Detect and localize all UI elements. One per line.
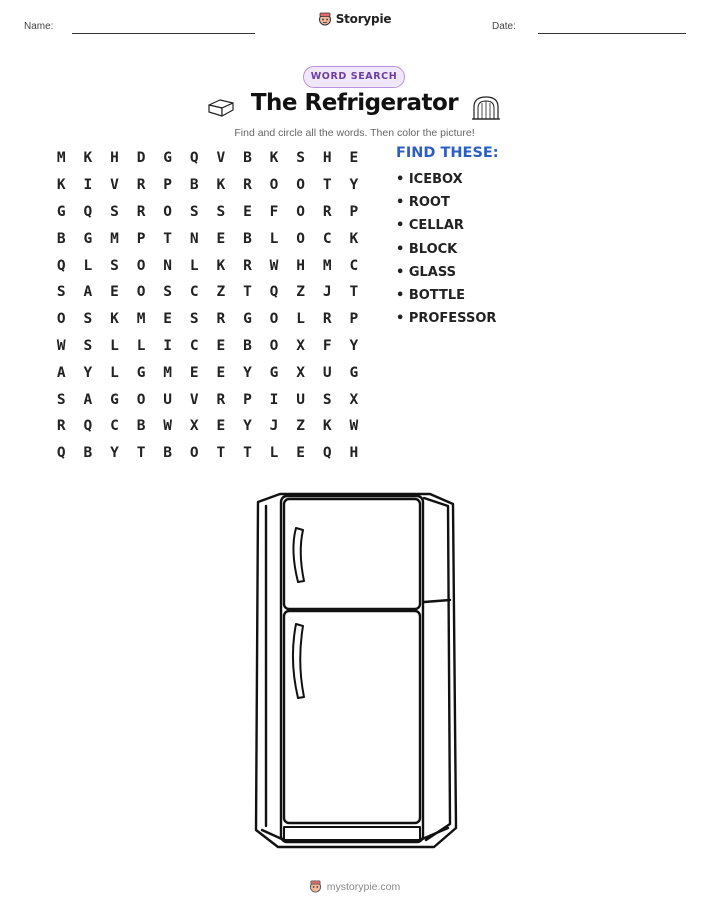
grid-letter[interactable]: R (322, 203, 332, 220)
grid-letter[interactable]: S (110, 257, 119, 274)
grid-letter[interactable]: T (216, 445, 226, 462)
find-these-heading: FIND THESE: (396, 145, 499, 161)
grid-letter[interactable]: H (296, 257, 305, 274)
word-search-badge: WORD SEARCH (303, 66, 405, 88)
grid-row (48, 386, 367, 413)
grid-letter[interactable]: C (322, 230, 332, 247)
grid-letter[interactable]: E (216, 364, 226, 381)
grid-letter[interactable]: O (136, 284, 146, 301)
grid-letter[interactable]: P (349, 311, 359, 328)
grid-letter[interactable]: Y (349, 337, 359, 354)
word-list-item: • ROOT (396, 195, 450, 211)
grid-letter[interactable]: K (216, 177, 226, 194)
grid-letter[interactable]: H (110, 150, 119, 167)
grid-letter[interactable]: X (349, 391, 359, 408)
grid-letter[interactable]: A (83, 284, 93, 301)
grid-letter[interactable]: B (243, 230, 252, 247)
grid-letter[interactable]: K (56, 177, 66, 194)
grid-letter[interactable]: N (163, 257, 173, 274)
grid-letter[interactable]: K (216, 257, 226, 274)
grid-letter[interactable]: Y (83, 364, 93, 381)
grid-letter[interactable]: Q (56, 445, 66, 462)
grid-letter[interactable]: L (189, 257, 199, 274)
grid-letter[interactable]: R (136, 177, 146, 194)
grid-letter[interactable]: A (83, 391, 93, 408)
grid-letter[interactable]: O (269, 177, 279, 194)
grid-letter[interactable]: Y (243, 364, 252, 381)
grid-letter[interactable]: S (83, 311, 93, 328)
grid-letter[interactable]: J (322, 284, 332, 301)
grid-letter[interactable]: H (322, 150, 332, 167)
name-line[interactable] (72, 33, 255, 34)
grid-letter[interactable]: V (216, 150, 226, 167)
grid-letter[interactable]: B (136, 418, 146, 435)
grid-letter[interactable]: C (110, 418, 119, 435)
grid-letter[interactable]: S (322, 391, 332, 408)
grid-letter[interactable]: P (349, 203, 359, 220)
brand-name: Storypie (335, 12, 392, 26)
grid-letter[interactable]: Q (189, 150, 199, 167)
grid-letter[interactable]: T (136, 445, 146, 462)
grid-letter[interactable]: E (189, 364, 199, 381)
grid-row (48, 199, 367, 226)
grid-letter[interactable]: G (269, 364, 279, 381)
grid-letter[interactable]: E (243, 203, 252, 220)
grid-letter[interactable]: X (189, 418, 199, 435)
grid-letter[interactable]: U (322, 364, 332, 381)
grid-letter[interactable]: M (136, 311, 146, 328)
grid-letter[interactable]: A (56, 364, 66, 381)
grid-letter[interactable]: P (243, 391, 252, 408)
grid-letter[interactable]: O (296, 203, 305, 220)
grid-letter[interactable]: Z (216, 284, 226, 301)
grid-row (48, 172, 367, 199)
word-list (396, 170, 496, 332)
storypie-mascot-icon (309, 880, 322, 893)
grid-letter[interactable]: T (349, 284, 359, 301)
grid-letter[interactable]: E (296, 445, 305, 462)
grid-letter[interactable]: B (56, 230, 66, 247)
grid-letter[interactable]: C (189, 284, 199, 301)
grid-letter[interactable]: L (110, 337, 119, 354)
grid-letter[interactable]: O (296, 230, 305, 247)
grid-letter[interactable]: G (56, 203, 66, 220)
grid-letter[interactable]: Q (269, 284, 279, 301)
grid-letter[interactable]: E (110, 284, 119, 301)
grid-letter[interactable]: Q (56, 257, 66, 274)
storypie-mascot-icon (318, 12, 332, 26)
grid-letter[interactable]: P (163, 177, 173, 194)
grid-letter[interactable]: O (269, 337, 279, 354)
grid-letter[interactable]: P (136, 230, 146, 247)
word-list-item: • PROFESSOR (396, 311, 497, 327)
grid-row (48, 252, 367, 279)
grid-letter[interactable]: E (216, 337, 226, 354)
grid-letter[interactable]: B (163, 445, 173, 462)
word-list-item: • BOTTLE (396, 287, 465, 303)
grid-letter[interactable]: G (349, 364, 359, 381)
letter-grid[interactable] (48, 145, 367, 467)
grid-letter[interactable]: E (349, 150, 359, 167)
grid-letter[interactable]: S (189, 311, 199, 328)
grid-letter[interactable]: Q (83, 203, 93, 220)
grid-letter[interactable]: Y (110, 445, 119, 462)
grid-letter[interactable]: E (163, 311, 173, 328)
grid-letter[interactable]: T (243, 445, 252, 462)
grid-letter[interactable]: R (136, 203, 146, 220)
grid-letter[interactable]: K (349, 230, 359, 247)
grid-letter[interactable]: L (83, 257, 93, 274)
grid-letter[interactable]: W (163, 418, 173, 435)
grid-letter[interactable]: V (110, 177, 119, 194)
grid-row (48, 145, 367, 172)
grid-letter[interactable]: S (163, 284, 173, 301)
grid-letter[interactable]: R (216, 391, 226, 408)
grid-letter[interactable]: U (296, 391, 305, 408)
grid-letter[interactable]: Z (296, 284, 305, 301)
grid-letter[interactable]: O (56, 311, 66, 328)
grid-letter[interactable]: K (322, 418, 332, 435)
cellar-door-icon (471, 95, 501, 121)
grid-letter[interactable]: N (189, 230, 199, 247)
grid-letter[interactable]: G (163, 150, 173, 167)
grid-letter[interactable]: Z (296, 418, 305, 435)
grid-letter[interactable]: R (243, 177, 252, 194)
date-line[interactable] (538, 33, 686, 34)
grid-letter[interactable]: B (243, 337, 252, 354)
grid-letter[interactable]: C (189, 337, 199, 354)
grid-letter[interactable]: H (349, 445, 359, 462)
grid-letter[interactable]: O (136, 391, 146, 408)
grid-letter[interactable]: W (269, 257, 279, 274)
grid-letter[interactable]: G (83, 230, 93, 247)
grid-letter[interactable]: R (216, 311, 226, 328)
grid-letter[interactable]: Q (83, 418, 93, 435)
grid-letter[interactable]: K (110, 311, 119, 328)
grid-letter[interactable]: O (269, 311, 279, 328)
grid-letter[interactable]: S (110, 203, 119, 220)
grid-letter[interactable]: B (83, 445, 93, 462)
grid-letter[interactable]: S (296, 150, 305, 167)
grid-letter[interactable]: G (110, 391, 119, 408)
grid-letter[interactable]: I (269, 391, 279, 408)
footer (0, 880, 709, 898)
grid-letter[interactable]: D (136, 150, 146, 167)
grid-letter[interactable]: W (56, 337, 66, 354)
name-label: Name: (24, 21, 54, 32)
grid-letter[interactable]: O (163, 203, 173, 220)
grid-letter[interactable]: W (349, 418, 359, 435)
grid-row (48, 225, 367, 252)
grid-letter[interactable]: S (216, 203, 226, 220)
grid-letter[interactable]: K (269, 150, 279, 167)
footer-url[interactable]: mystorypie.com (326, 880, 401, 893)
grid-letter[interactable]: I (163, 337, 173, 354)
grid-letter[interactable]: S (56, 391, 66, 408)
grid-letter[interactable]: L (269, 445, 279, 462)
grid-letter[interactable]: S (189, 203, 199, 220)
grid-letter[interactable]: Y (243, 418, 252, 435)
grid-letter[interactable]: R (243, 257, 252, 274)
grid-row (48, 306, 367, 333)
grid-letter[interactable]: V (189, 391, 199, 408)
grid-letter[interactable]: S (83, 337, 93, 354)
grid-row (48, 413, 367, 440)
word-list-item: • CELLAR (396, 218, 464, 234)
grid-letter[interactable]: G (136, 364, 146, 381)
date-label: Date: (492, 21, 516, 32)
grid-letter[interactable]: M (322, 257, 332, 274)
grid-letter[interactable]: E (216, 418, 226, 435)
grid-row (48, 440, 367, 467)
grid-letter[interactable]: L (110, 364, 119, 381)
page-title: The Refrigerator (250, 90, 459, 116)
grid-letter[interactable]: K (83, 150, 93, 167)
grid-letter[interactable]: B (189, 177, 199, 194)
refrigerator-illustration[interactable] (248, 490, 460, 852)
grid-letter[interactable]: G (243, 311, 252, 328)
grid-row (48, 333, 367, 360)
grid-letter[interactable]: T (322, 177, 332, 194)
grid-letter[interactable]: O (296, 177, 305, 194)
brand-header (0, 12, 709, 31)
grid-letter[interactable]: L (269, 230, 279, 247)
grid-letter[interactable]: B (243, 150, 252, 167)
grid-row (48, 359, 367, 386)
grid-letter[interactable]: M (110, 230, 119, 247)
word-list-item: • GLASS (396, 264, 456, 280)
grid-letter[interactable]: R (322, 311, 332, 328)
grid-letter[interactable]: S (56, 284, 66, 301)
grid-letter[interactable]: L (296, 311, 305, 328)
grid-row (48, 279, 367, 306)
grid-letter[interactable]: I (83, 177, 93, 194)
grid-letter[interactable]: M (56, 150, 66, 167)
grid-letter[interactable]: O (136, 257, 146, 274)
grid-letter[interactable]: O (189, 445, 199, 462)
grid-letter[interactable]: F (322, 337, 332, 354)
word-list-item: • BLOCK (396, 241, 458, 257)
grid-letter[interactable]: L (136, 337, 146, 354)
grid-letter[interactable]: C (349, 257, 359, 274)
grid-letter[interactable]: Y (349, 177, 359, 194)
grid-letter[interactable]: Q (322, 445, 332, 462)
grid-letter[interactable]: J (269, 418, 279, 435)
word-list-item: • ICEBOX (396, 172, 463, 187)
instructions: Find and circle all the words. Then color the picture! (234, 127, 475, 139)
grid-letter[interactable]: F (269, 203, 279, 220)
grid-letter[interactable]: X (296, 337, 305, 354)
grid-letter[interactable]: U (163, 391, 173, 408)
grid-letter[interactable]: X (296, 364, 305, 381)
grid-letter[interactable]: E (216, 230, 226, 247)
grid-letter[interactable]: T (163, 230, 173, 247)
grid-letter[interactable]: R (56, 418, 66, 435)
grid-letter[interactable]: M (163, 364, 173, 381)
grid-letter[interactable]: T (243, 284, 252, 301)
